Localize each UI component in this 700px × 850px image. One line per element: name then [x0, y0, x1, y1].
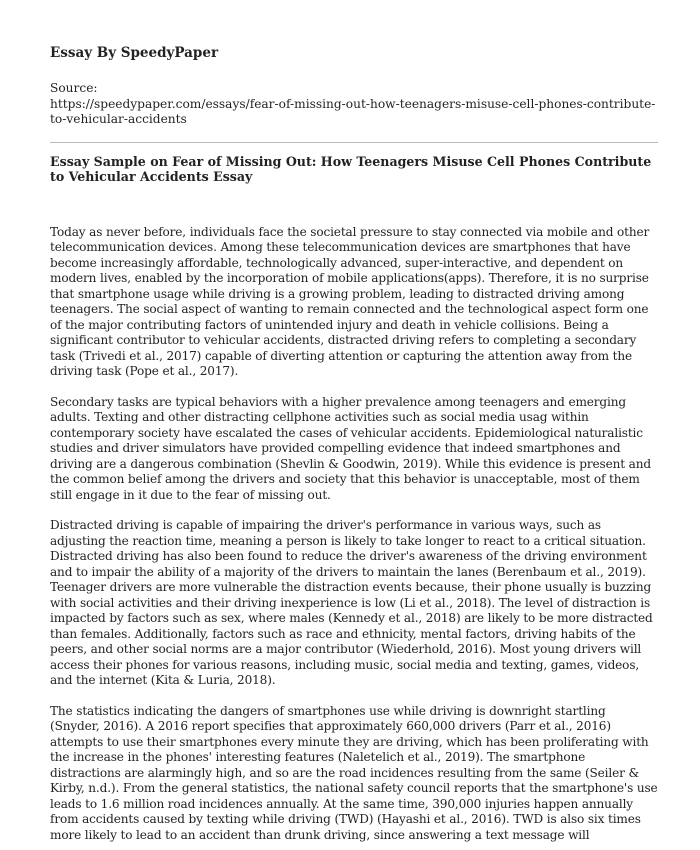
source-url: https://speedypaper.com/essays/fear-of-missing-out-how-teenagers-misuse-cell-phones-contribute-to-vehicular-accidents [50, 96, 656, 126]
essay-title: Essay Sample on Fear of Missing Out: How Teenagers Misuse Cell Phones Contribute to Vehicular Accidents Essay [50, 153, 652, 185]
document-header-title: Essay By SpeedyPaper [50, 45, 219, 61]
essay-paragraph-3: Distracted driving is capable of impairing the driver's performance in various ways, such as adjusting the reaction time, meaning a person is likely to take longer to react to a critical situation. Distracted driving has also been found to reduce the driver's awareness of the driving environment and to impair the ability of a majority of the drivers to maintain the lanes (Berenbaum et al., 2019). Teenager drivers are more vulnerable the distraction events because, their phone usually is buzzing with social activities and their driving inexperience is low (Li et al., 2018). The level of distraction is impacted by factors such as sex, where males (Kennedy et al., 2018) are likely to be more distracted than females. Additionally, factors such as race and ethnicity, mental factors, driving habits of the peers, and other social norms are a major contributor (Wiederhold, 2016). Most young drivers will access their phones for various reasons, including music, social media and texting, games, videos, and the internet (Kita & Luria, 2018). [50, 518, 653, 688]
header-divider [50, 142, 658, 143]
essay-body [50, 225, 658, 844]
essay-paragraph-1: Today as never before, individuals face the societal pressure to stay connected via mobile and other telecommunication devices. Among these telecommunication devices are smartphones that have become increasingly affordable, technologically advanced, super-interactive, and dependent on modern lives, enabled by the incorporation of mobile applications(apps). Therefore, it is no surprise that smartphone usage while driving is a growing problem, leading to distracted driving among teenagers. The social aspect of wanting to remain connected and the technological aspect form one of the major contributing factors of unintended injury and death in vehicle collisions. Being a significant contributor to vehicular accidents, distracted driving refers to completing a secondary task (Trivedi et al., 2017) capable of diverting attention or capturing the attention away from the driving task (Pope et al., 2017). [50, 224, 650, 379]
essay-paragraph-2: Secondary tasks are typical behaviors with a higher prevalence among teenagers and emerging adults. Texting and other distracting cellphone activities such as social media usag within contemporary society have escalated the cases of vehicular accidents. Epidemiological naturalistic studies and driver simulators have provided compelling evidence that indeed smartphones and driving are a dangerous combination (Shevlin & Goodwin, 2019). While this evidence is present and the common belief among the drivers and society that this behavior is unacceptable, most of them still engage in it due to the fear of missing out. [50, 394, 651, 502]
essay-paragraph-4: The statistics indicating the dangers of smartphones use while driving is downright startling (Snyder, 2016). A 2016 report specifies that approximately 660,000 drivers (Parr et al., 2016) attempts to use their smartphones every minute they are driving, which has been proliferating with the increase in the phones' interesting features (Naletelich et al., 2019). The smartphone distractions are alarmingly high, and so are the road incidences resulting from the same (Seiler & Kirby, n.d.). From the general statistics, the national safety council reports that the smartphone's use leads to 1.6 million road incidences annually. At the same time, 390,000 injuries happen annually from accidents caused by texting while driving (TWD) (Hayashi et al., 2016). TWD is also six times more likely to lead to an accident than drunk driving, since answering a text message will [50, 703, 658, 842]
source-label: Source: [50, 81, 98, 95]
